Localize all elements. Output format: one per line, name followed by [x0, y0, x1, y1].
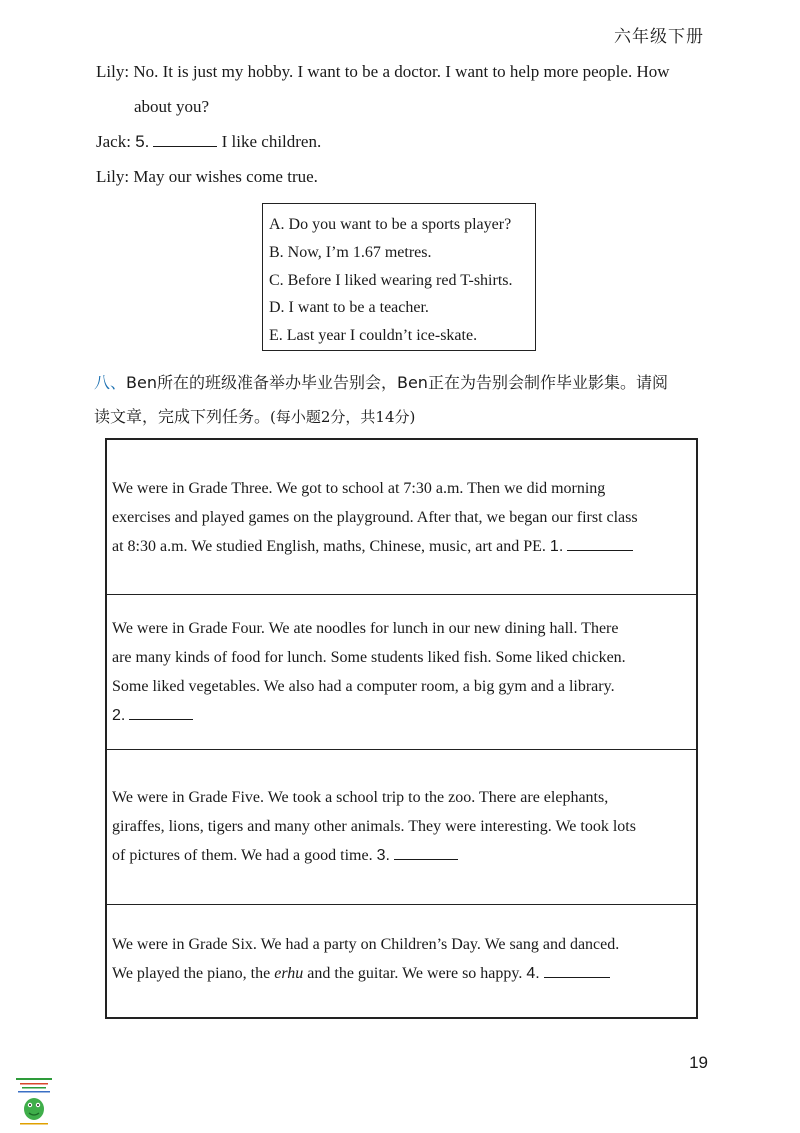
passage-text: We were in Grade Six. We had a party on Children’s Day. We sang and danced. We played the piano, the erhu and the guitar. We were so happy. 4.	[112, 936, 620, 982]
question-number-3: 3.	[376, 847, 390, 864]
option-b: B. Now, I’m 1.67 metres.	[269, 243, 432, 261]
passage-grade-four	[107, 594, 696, 750]
dialogue-line-1	[96, 62, 670, 82]
options-box	[262, 203, 536, 351]
section-score: (每小题2分，共14分)	[270, 408, 416, 426]
line-text: No. It is just my hobby. I want to be a doctor. I want to help more people. How	[133, 62, 670, 81]
dialogue-line-1-cont: about you?	[134, 97, 210, 116]
dialogue-line-2	[96, 132, 321, 152]
speaker-lily: Lily:	[96, 167, 130, 186]
answer-blank-4[interactable]	[544, 976, 610, 978]
answer-blank-3[interactable]	[394, 858, 458, 860]
dialogue-line-3	[96, 167, 318, 187]
answer-blank-2[interactable]	[129, 718, 193, 720]
option-c: C. Before I liked wearing red T-shirts.	[269, 271, 513, 289]
question-number-2: 2.	[112, 707, 126, 724]
line-text: I like children.	[221, 132, 322, 151]
passage-text: We were in Grade Five. We took a school trip to the zoo. There are elephants, giraffes, lions, tigers and many other animals. They were interesting. We took lots of pictures of them. We had a good time. 3.	[112, 789, 636, 864]
question-number-4: 4.	[526, 965, 540, 982]
question-number-5: 5.	[135, 132, 150, 151]
passage-grade-five	[107, 749, 696, 905]
passages-table	[105, 438, 698, 1019]
passage-text: We were in Grade Four. We ate noodles for lunch in our new dining hall. There are many kinds of food for lunch. Some students liked fish. Some liked chicken. Some liked vegetables. We also had a computer room, a big gym and a library. 2.	[112, 620, 626, 724]
section-instruction-2: 读文章，完成下列任务。	[94, 407, 271, 426]
publisher-logo-icon	[12, 1076, 56, 1128]
option-a: A. Do you want to be a sports player?	[269, 216, 512, 233]
grade-label: 六年级下册	[614, 27, 704, 47]
section-8-heading-cont	[94, 404, 415, 427]
question-number-1: 1.	[549, 538, 564, 555]
option-e: E. Last year I couldn’t ice-skate.	[269, 327, 478, 345]
section-instruction-1: Ben所在的班级准备举办毕业告别会，Ben正在为告别会制作毕业影集。请阅	[126, 373, 668, 392]
erhu-italic: erhu	[274, 965, 304, 982]
section-8-heading	[94, 370, 668, 393]
speaker-lily: Lily:	[96, 62, 130, 81]
speaker-jack: Jack:	[96, 132, 131, 151]
answer-blank-5[interactable]	[153, 145, 217, 147]
passage-grade-six	[107, 904, 696, 1017]
line-text: May our wishes come true.	[133, 167, 318, 186]
answer-blank-1[interactable]	[567, 549, 633, 551]
section-mark: 八、	[94, 373, 127, 392]
passage-text: We were in Grade Three. We got to school at 7:30 a.m. Then we did morning exercises and played games on the playground. After that, we began our first class at 8:30 a.m. We studied English, maths, Chinese, music, art and PE. 1.	[112, 480, 638, 555]
page-number: 19	[689, 1053, 708, 1072]
passage-grade-three	[107, 440, 696, 595]
option-d: D. I want to be a teacher.	[269, 299, 429, 317]
